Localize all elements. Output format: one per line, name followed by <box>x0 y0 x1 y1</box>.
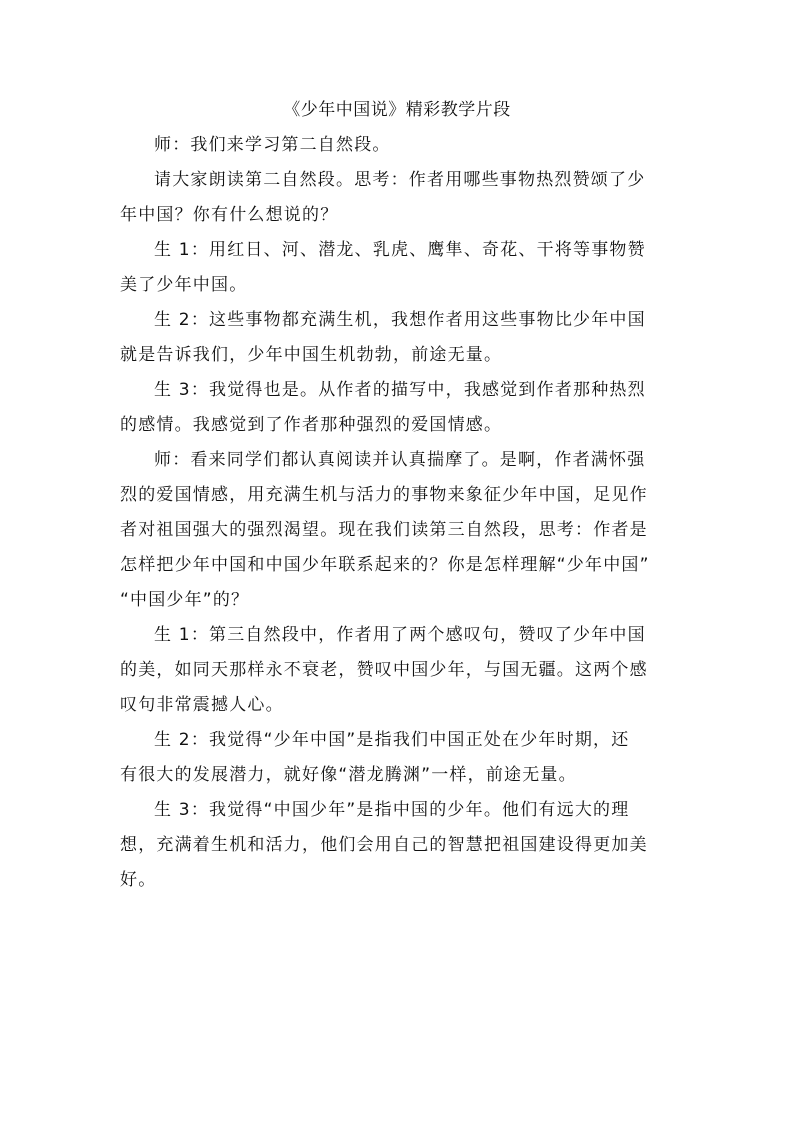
paragraph-student-3-answer-1: 生 3：我觉得也是。从作者的描写中，我感觉到作者那种热烈 的感情。我感觉到了作者那种强烈的爱国情感。 <box>120 380 646 435</box>
paragraph-student-3-answer-2: 生 3：我觉得“中国少年”是指中国的少年。他们有远大的理 想，充满着生机和活力，他们会用自己的智慧把祖国建设得更加美 好。 <box>120 800 648 890</box>
paragraph-question-1: 请大家朗读第二自然段。思考：作者用哪些事物热烈赞颂了少 年中国？你有什么想说的？ <box>120 170 646 225</box>
paragraph-student-2-answer-1: 生 2：这些事物都充满生机，我想作者用这些事物比少年中国 就是告诉我们，少年中国生机勃勃，前途无量。 <box>120 310 646 365</box>
document-body <box>120 128 668 898</box>
paragraph-student-1-answer-1: 生 1：用红日、河、潜龙、乳虎、鹰隼、奇花、干将等事物赞 美了少年中国。 <box>120 240 646 295</box>
paragraph-teacher-intro: 师：我们来学习第二自然段。 <box>154 135 391 155</box>
paragraph-teacher-question-2: 师：看来同学们都认真阅读并认真揣摩了。是啊，作者满怀强 烈的爱国情感，用充满生机与活力的事物来象征少年中国，足见作 者对祖国强大的强烈渴望。现在我们读第三自然段，思考：作者是 怎样把少年中国和中国少年联系起来的？你是怎样理解“少年中国” “中国少年”的？ <box>120 450 650 610</box>
paragraph-student-1-answer-2: 生 1：第三自然段中，作者用了两个感叹句，赞叹了少年中国 的美，如同天那样永不衰老，赞叹中国少年，与国无疆。这两个感 叹句非常震撼人心。 <box>120 625 648 715</box>
document-title: 《少年中国说》精彩教学片段 <box>283 100 511 120</box>
paragraph-student-2-answer-2: 生 2：我觉得“少年中国”是指我们中国正处在少年时期，还 有很大的发展潜力，就好像“潜龙腾渊”一样，前途无量。 <box>120 730 630 785</box>
